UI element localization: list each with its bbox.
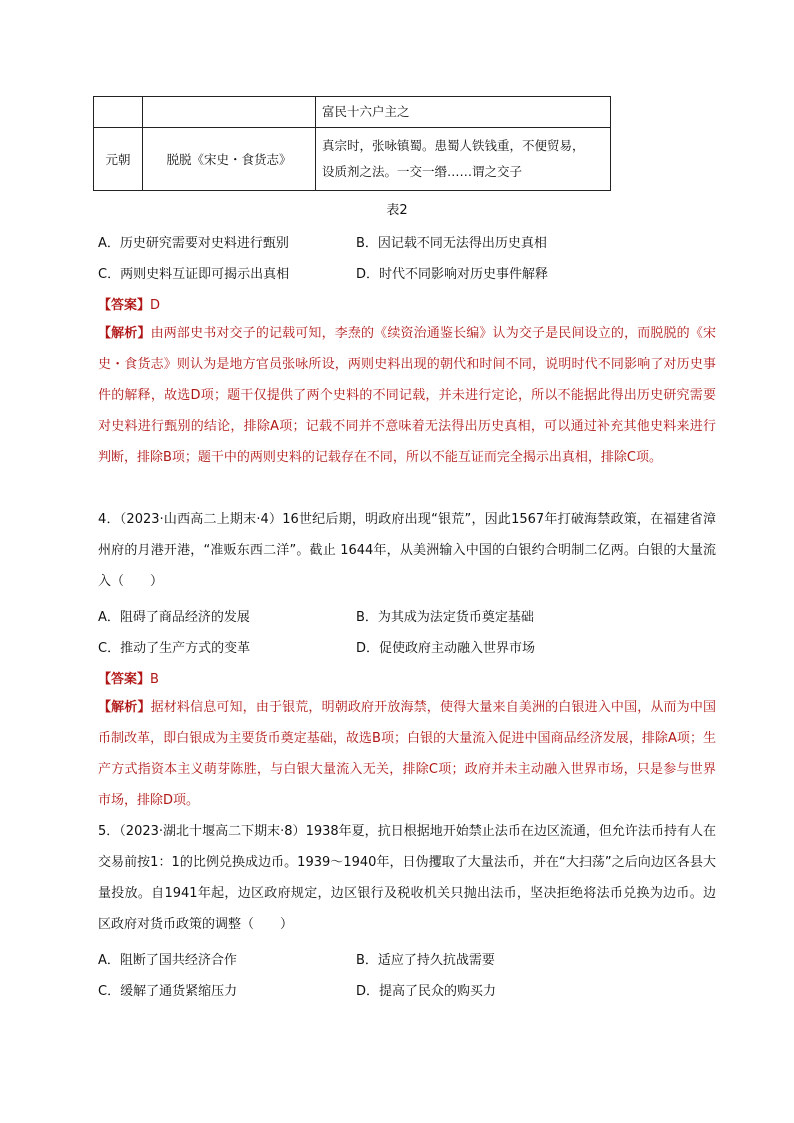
q5-option-d: D．提高了民众的购买力	[356, 984, 497, 999]
analysis-label: 【解析】	[98, 326, 151, 341]
answer-value: B	[150, 672, 159, 687]
table-content-line: 设质剂之法。一交一缗……谓之交子	[322, 164, 523, 179]
analysis-text: 据材料信息可知，由于银荒，明朝政府开放海禁，使得大量来自美洲的白银进入中国，从而为中国币制改革，即白银成为主要货币奠定基础，故选B项；白银的大量流入促进中国商品经济发展，排除A项；生产方式指资本主义萌芽陈胜，与白银大量流入无关，排除C项；政府并未主动融入世界市场，只是参与世界市场，排除D项。	[98, 700, 716, 808]
table-row	[94, 97, 611, 128]
answer-label: 【答案】	[98, 298, 151, 313]
q4-analysis	[98, 692, 716, 816]
q4-option-c: C．推动了生产方式的变革	[98, 641, 251, 656]
source-table	[93, 96, 611, 191]
table-cell-dynasty: 元朝	[94, 128, 143, 191]
table-content-line: 真宗时，张咏镇蜀。患蜀人铁钱重，不便贸易，	[322, 138, 585, 153]
q5-option-c: C．缓解了通货紧缩压力	[98, 984, 238, 999]
q3-option-d: D．时代不同影响对历史事件解释	[356, 267, 549, 282]
table-row	[94, 128, 611, 191]
q4-option-b: B．为其成为法定货币奠定基础	[356, 610, 534, 625]
table-cell-source	[143, 97, 316, 128]
q3-answer	[98, 294, 160, 313]
analysis-text: 由两部史书对交子的记载可知，李焘的《续资治通鉴长编》认为交子是民间设立的，而脱脱的《宋史・食货志》则认为是地方官员张咏所设，两则史料出现的朝代和时间不同，说明时代不同影响了对历史事件的解释，故选D项；题干仅提供了两个史料的不同记载，并未进行定论，所以不能据此得出历史研究需要对史料进行甄别的结论，排除A项；记载不同并不意味着无法得出历史真相，可以通过补充其他史料来进行判断，排除B项；题干中的两则史料的记载存在不同，所以不能互证而完全揭示出真相，排除C项。	[98, 326, 716, 465]
q3-option-b: B．因记载不同无法得出历史真相	[356, 236, 547, 251]
q3-option-c: C．两则史料互证即可揭示出真相	[98, 267, 290, 282]
table-cell-source: 脱脱《宋史・食货志》	[143, 128, 316, 191]
answer-value: D	[150, 298, 161, 313]
q3-analysis	[98, 318, 716, 473]
q4-option-d: D．促使政府主动融入世界市场	[356, 641, 536, 656]
q4-option-a: A．阻碍了商品经济的发展	[98, 610, 250, 625]
table-cell-dynasty	[94, 97, 143, 128]
table-cell-content	[316, 128, 611, 191]
answer-label: 【答案】	[98, 672, 151, 687]
q5-stem: 5．（2023·湖北十堰高二下期末·8）1938年夏，抗日根据地开始禁止法币在边区流通，但允许法币持有人在交易前按1：1的比例兑换成边币。1939～1940年，日伪攫取了大量法币，并在“大扫荡”之后向边区各县大量投放。自1941年起，边区政府规定，边区银行及税收机关只抛出法币，坚决拒绝将法币兑换为边币。边区政府对货币政策的调整（ ）	[98, 824, 716, 932]
q5-option-b: B．适应了持久抗战需要	[356, 953, 495, 968]
q4-stem: 4．（2023·山西高二上期末·4）16世纪后期，明政府出现“银荒”，因此1567年打破海禁政策，在福建省漳州府的月港开港，“准贩东西二洋”。截止 1644年，从美洲输入中国的白银约合明制二亿两。白银的大量流入（ ）	[98, 512, 716, 589]
table-caption: 表2	[386, 203, 408, 218]
q5-option-a: A．阻断了国共经济合作	[98, 953, 237, 968]
q4-answer	[98, 668, 159, 687]
q3-option-a: A．历史研究需要对史料进行甄别	[98, 236, 289, 251]
table-cell-content: 富民十六户主之	[316, 97, 611, 128]
analysis-label: 【解析】	[98, 700, 151, 715]
